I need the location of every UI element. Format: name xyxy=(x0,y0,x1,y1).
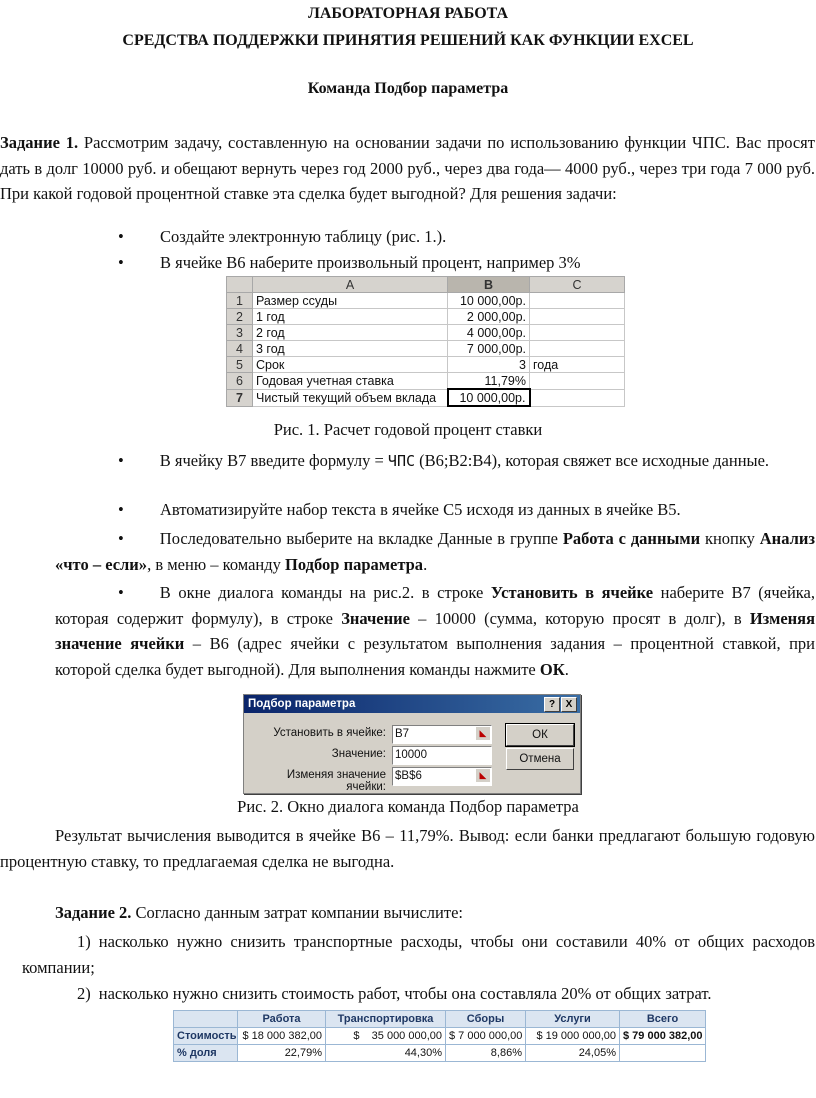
bullet-text: Создайте электронную таблицу (рис. 1.). xyxy=(160,227,447,246)
row-number: 3 xyxy=(227,325,253,341)
row-number: 6 xyxy=(227,373,253,390)
set-cell-label: Установить в ячейке: xyxy=(273,727,386,739)
cell: 1 год xyxy=(253,309,448,325)
bullet-text: . xyxy=(423,554,428,574)
table-row xyxy=(174,1028,706,1045)
selected-cell: 10 000,00р. xyxy=(448,389,530,406)
header-cell: Работа xyxy=(238,1011,326,1028)
bullet-icon: • xyxy=(118,451,124,470)
bullet-icon: • xyxy=(118,253,124,272)
bullet-text: (В6;В2:В4), которая свяжет все исходные данные. xyxy=(415,451,770,470)
cell: 7 000,00р. xyxy=(448,341,530,357)
bullet-text: Последовательно выберите на вкладке Данные в группе xyxy=(159,529,563,548)
bullet-text: В ячейку В7 введите формулу = xyxy=(159,451,388,470)
list-item xyxy=(77,984,816,1004)
cell: Размер ссуды xyxy=(253,293,448,309)
cancel-button[interactable]: Отмена xyxy=(506,748,574,770)
table-row xyxy=(227,325,625,341)
cell xyxy=(530,309,625,325)
header-cell: Транспортировка xyxy=(326,1011,446,1028)
bullet-item xyxy=(55,580,815,682)
doc-title: ЛАБОРАТОРНАЯ РАБОТА xyxy=(307,5,509,22)
cell: 3 год xyxy=(253,341,448,357)
header-cell: Сборы xyxy=(446,1011,526,1028)
cell xyxy=(530,373,625,390)
formula-code: ЧПС xyxy=(387,452,416,470)
list-number: 2) xyxy=(77,984,91,1003)
task1-label: Задание 1. xyxy=(0,133,79,152)
changing-cell-field[interactable] xyxy=(392,767,492,786)
bullet-text: , в меню – команду xyxy=(147,554,286,574)
column-header-row xyxy=(227,277,625,293)
cell: 8,86% xyxy=(446,1045,526,1062)
dialog-title: Подбор параметра xyxy=(248,698,356,710)
cell: 44,30% xyxy=(326,1045,446,1062)
list-number: 1) xyxy=(77,932,91,951)
set-cell-field[interactable] xyxy=(392,725,492,744)
bold-text: Изменяя значение ячейки xyxy=(55,608,815,653)
cell: года xyxy=(530,357,625,373)
cell: 11,79% xyxy=(448,373,530,390)
list-item xyxy=(22,929,815,980)
section-title: Команда Подбор параметра xyxy=(307,80,509,97)
field-value: 10000 xyxy=(395,749,427,761)
bold-text: Установить в ячейке xyxy=(490,583,654,602)
field-value: $B$6 xyxy=(395,770,422,782)
table-row xyxy=(227,373,625,390)
bullet-icon: • xyxy=(118,227,124,246)
table-row xyxy=(227,341,625,357)
cell: $ 7 000 000,00 xyxy=(446,1028,526,1045)
bullet-text: . xyxy=(564,659,569,679)
bullet-item xyxy=(0,500,816,526)
cell: $ 35 000 000,00 xyxy=(326,1028,446,1045)
bold-text: Анализ «что – если» xyxy=(55,529,815,574)
task2-paragraph xyxy=(55,903,815,923)
cell: 10 000,00р. xyxy=(448,293,530,309)
header-cell: Услуги xyxy=(526,1011,620,1028)
bold-text: Значение xyxy=(341,608,410,628)
column-header: A xyxy=(253,277,448,293)
cell: Годовая учетная ставка xyxy=(253,373,448,390)
bullet-icon: • xyxy=(118,529,124,548)
bold-text: ОК xyxy=(539,659,565,679)
bullet-text: В окне диалога команды на рис.2. в строке xyxy=(159,583,491,602)
column-header: B xyxy=(448,277,530,293)
task1-text: Рассмотрим задачу, составленную на основании задачи по использованию функции ЧПС. Вас просят дать в долг 10000 руб. и обещают вернуть через год 2000 руб., через два года— 4000 руб., через три года 7 000 руб. При какой годовой процентной ставке эта сделка будет выгодной? Для решения задачи: xyxy=(0,133,815,203)
figure-caption: Рис. 1. Расчет годовой процент ставки xyxy=(273,420,543,439)
value-label: Значение: xyxy=(331,748,386,760)
cell xyxy=(530,389,625,406)
bullet-text: – 10000 (сумма, которую просят в долг), в xyxy=(409,608,750,628)
corner-cell xyxy=(227,277,253,293)
column-header: C xyxy=(530,277,625,293)
bullet-item xyxy=(55,526,815,577)
spreadsheet-figure xyxy=(226,276,624,413)
bullet-item xyxy=(55,448,815,475)
total-cell: $ 79 000 382,00 xyxy=(620,1028,706,1045)
row-number: 5 xyxy=(227,357,253,373)
bullet-text: кнопку xyxy=(700,529,760,548)
table-row xyxy=(227,357,625,373)
table-header-row xyxy=(174,1011,706,1028)
task2-label: Задание 2. xyxy=(55,903,132,922)
cell xyxy=(530,325,625,341)
figure-caption: Рис. 2. Окно диалога команда Подбор параметра xyxy=(237,797,579,816)
cell: 4 000,00р. xyxy=(448,325,530,341)
bold-text: Работа с данными xyxy=(562,529,701,548)
cell: $ 19 000 000,00 xyxy=(526,1028,620,1045)
close-button[interactable]: X xyxy=(561,697,577,712)
row-header: Стоимость xyxy=(174,1028,238,1045)
cell: 24,05% xyxy=(526,1045,620,1062)
collapse-dialog-icon[interactable]: ◣ xyxy=(476,727,490,740)
cell: 2 год xyxy=(253,325,448,341)
table-row xyxy=(174,1045,706,1062)
cell: 2 000,00р. xyxy=(448,309,530,325)
list-text: насколько нужно снизить транспортные расходы, чтобы они составили 40% от общих расходов компании; xyxy=(22,932,815,977)
bullet-text: наберите В7 (ячейка, которая содержит формулу), в строке xyxy=(55,583,815,628)
bullet-text: Автоматизируйте набор текста в ячейке С5 исходя из данных в ячейке В5. xyxy=(160,500,681,519)
table-row xyxy=(227,389,625,406)
costs-table xyxy=(173,1010,705,1062)
header-cell: Всего xyxy=(620,1011,706,1028)
collapse-dialog-icon[interactable]: ◣ xyxy=(476,769,490,782)
row-number: 4 xyxy=(227,341,253,357)
bullet-text: В ячейке В6 наберите произвольный процент, например 3% xyxy=(160,253,581,272)
dialog-titlebar xyxy=(244,695,580,713)
cell xyxy=(620,1045,706,1062)
cell: 22,79% xyxy=(238,1045,326,1062)
table-row xyxy=(227,309,625,325)
header-cell xyxy=(174,1011,238,1028)
changing-cell-label: Изменяя значение ячейки: xyxy=(286,769,386,793)
help-button[interactable]: ? xyxy=(544,697,560,712)
task2-text: Согласно данным затрат компании вычислите: xyxy=(131,903,463,922)
value-field[interactable] xyxy=(392,746,492,765)
table-row xyxy=(227,293,625,309)
ok-button[interactable]: ОК xyxy=(506,724,574,746)
bullet-icon: • xyxy=(118,500,124,519)
result-paragraph: Результат вычисления выводится в ячейке В6 – 11,79%. Вывод: если банки предлагают большую годовую процентную ставку, то предлагаемая сделка не выгодна. xyxy=(0,826,815,871)
bullet-icon: • xyxy=(118,583,124,602)
doc-subtitle: СРЕДСТВА ПОДДЕРЖКИ ПРИНЯТИЯ РЕШЕНИЙ КАК ФУНКЦИИ EXCEL xyxy=(122,32,694,49)
row-number: 7 xyxy=(227,389,253,406)
cell xyxy=(530,293,625,309)
field-value: B7 xyxy=(395,728,410,740)
goal-seek-dialog xyxy=(243,694,581,794)
cell: $ 18 000 382,00 xyxy=(238,1028,326,1045)
list-text: насколько нужно снизить стоимость работ, чтобы она составляла 20% от общих затрат. xyxy=(98,984,712,1003)
task1-paragraph xyxy=(0,130,815,207)
cell: 3 xyxy=(448,357,530,373)
bullet-item xyxy=(0,227,816,253)
row-number: 1 xyxy=(227,293,253,309)
bold-text: Подбор параметра xyxy=(285,554,424,574)
cell: Чистый текущий объем вклада xyxy=(253,389,448,406)
row-number: 2 xyxy=(227,309,253,325)
cell xyxy=(530,341,625,357)
row-header: % доля xyxy=(174,1045,238,1062)
cell: Срок xyxy=(253,357,448,373)
bullet-text: – В6 (адрес ячейки с результатом выполнения задания – процентной ставкой, при которой сделка будет выгодной). Для выполнения команды нажмите xyxy=(55,634,815,679)
